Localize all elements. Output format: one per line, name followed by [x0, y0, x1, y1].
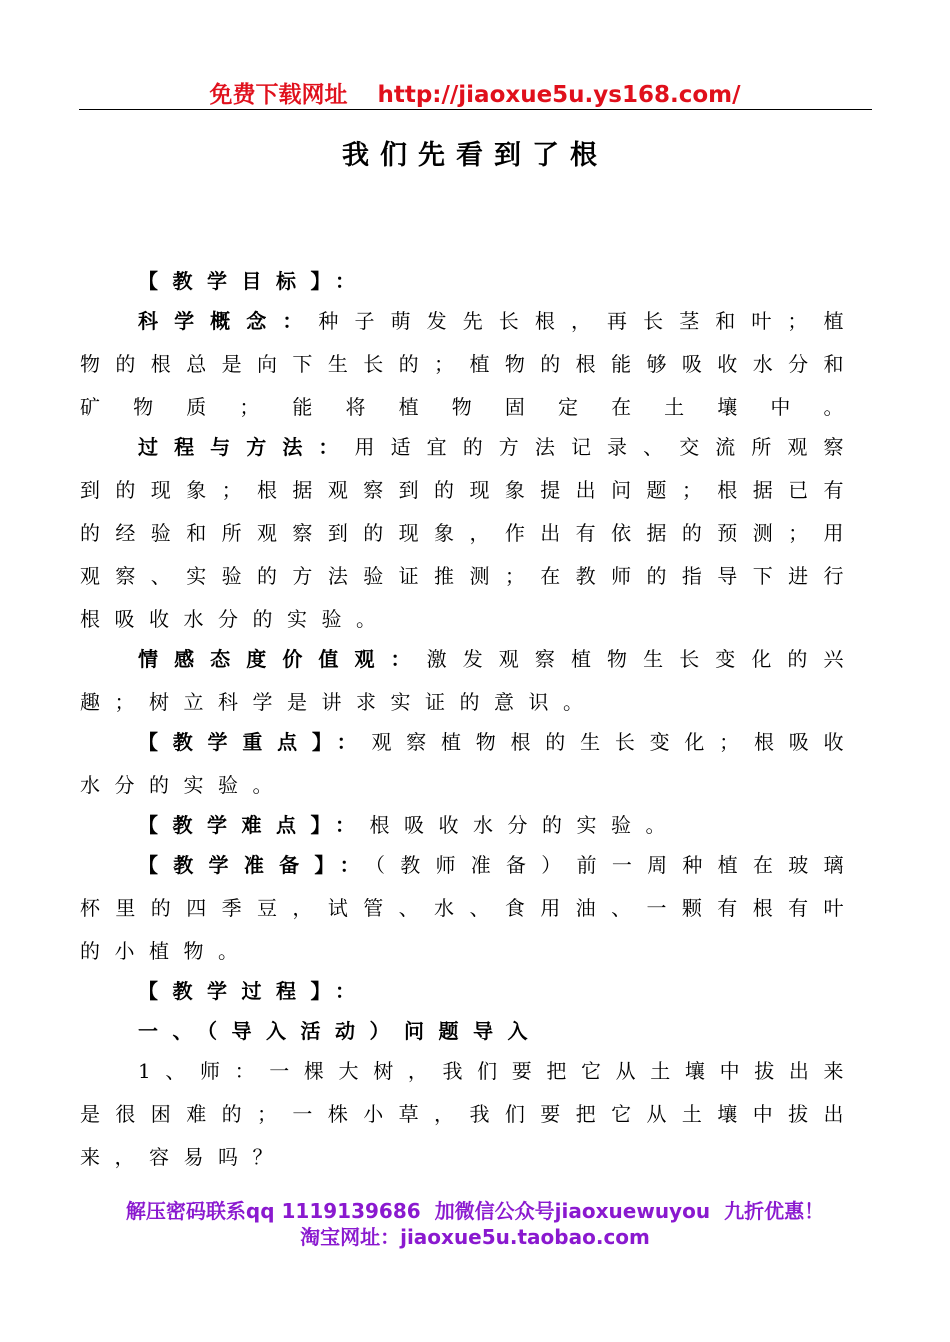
difficulties-paragraph [80, 804, 858, 847]
footer-taobao-link[interactable]: 淘宝网址：jiaoxue5u.taobao.com [300, 1225, 650, 1249]
preparation-text: （教师准备）前一周种植在玻璃杯里的四季豆，试管、水、食用油、一颗有根有叶的小植物。 [80, 853, 859, 963]
key-points-text: 观察植物根的生长变化；根吸收水分的实验。 [80, 730, 859, 797]
page-title: 我们先看到了根 [342, 140, 608, 171]
science-concept-label: 科学概念： [138, 309, 319, 333]
footer-discount: 九折优惠！ [724, 1199, 825, 1223]
process-method-paragraph [80, 426, 858, 641]
preparation-paragraph [80, 844, 858, 973]
footer-wechat: 加微信公众号jiaoxuewuyou [434, 1199, 711, 1223]
footer-contact [0, 1198, 950, 1250]
preparation-heading: 【教学准备】： [138, 853, 375, 877]
footer-line-1 [0, 1198, 950, 1224]
section-1-title: 一、（导入活动）问题导入 [138, 1019, 542, 1043]
science-concept-paragraph [80, 300, 858, 429]
download-url-link[interactable]: http://jiaoxue5u.ys168.com/ [377, 82, 741, 108]
header-rule [79, 109, 872, 110]
difficulties-text: 根吸收水分的实验。 [369, 813, 680, 837]
objectives-heading: 【教学目标】： [138, 269, 370, 293]
key-points-heading: 【教学重点】： [138, 730, 372, 754]
footer-password-contact: 解压密码联系qq 1119139686 [125, 1199, 421, 1223]
science-concept-text: 种子萌发先长根，再长茎和叶；植物的根总是向下生长的；植物的根能够吸收水分和矿物质；能将植物固定在土壤中。 [80, 309, 859, 419]
process-method-text: 用适宜的方法记录、交流所观察到的现象；根据观察到的现象提出问题；根据已有的经验和所观察到的现象，作出有依据的预测；用观察、实验的方法验证推测；在教师的指导下进行根吸收水分的实验。 [80, 435, 859, 631]
attitude-paragraph [80, 638, 858, 724]
process-item-1: 1、师：一棵大树，我们要把它从土壤中拔出来是很困难的；一株小草，我们要把它从土壤中拔出来，容易吗？ [80, 1059, 858, 1169]
attitude-label: 情感态度价值观： [138, 647, 427, 671]
download-banner [0, 76, 950, 109]
process-heading: 【教学过程】： [138, 979, 370, 1003]
process-method-label: 过程与方法： [138, 435, 355, 459]
attitude-text: 激发观察植物生长变化的兴趣；树立科学是讲求实证的意识。 [80, 647, 859, 714]
difficulties-heading: 【教学难点】： [138, 813, 370, 837]
key-points-paragraph [80, 721, 858, 807]
download-label: 免费下载网址 [209, 82, 348, 108]
